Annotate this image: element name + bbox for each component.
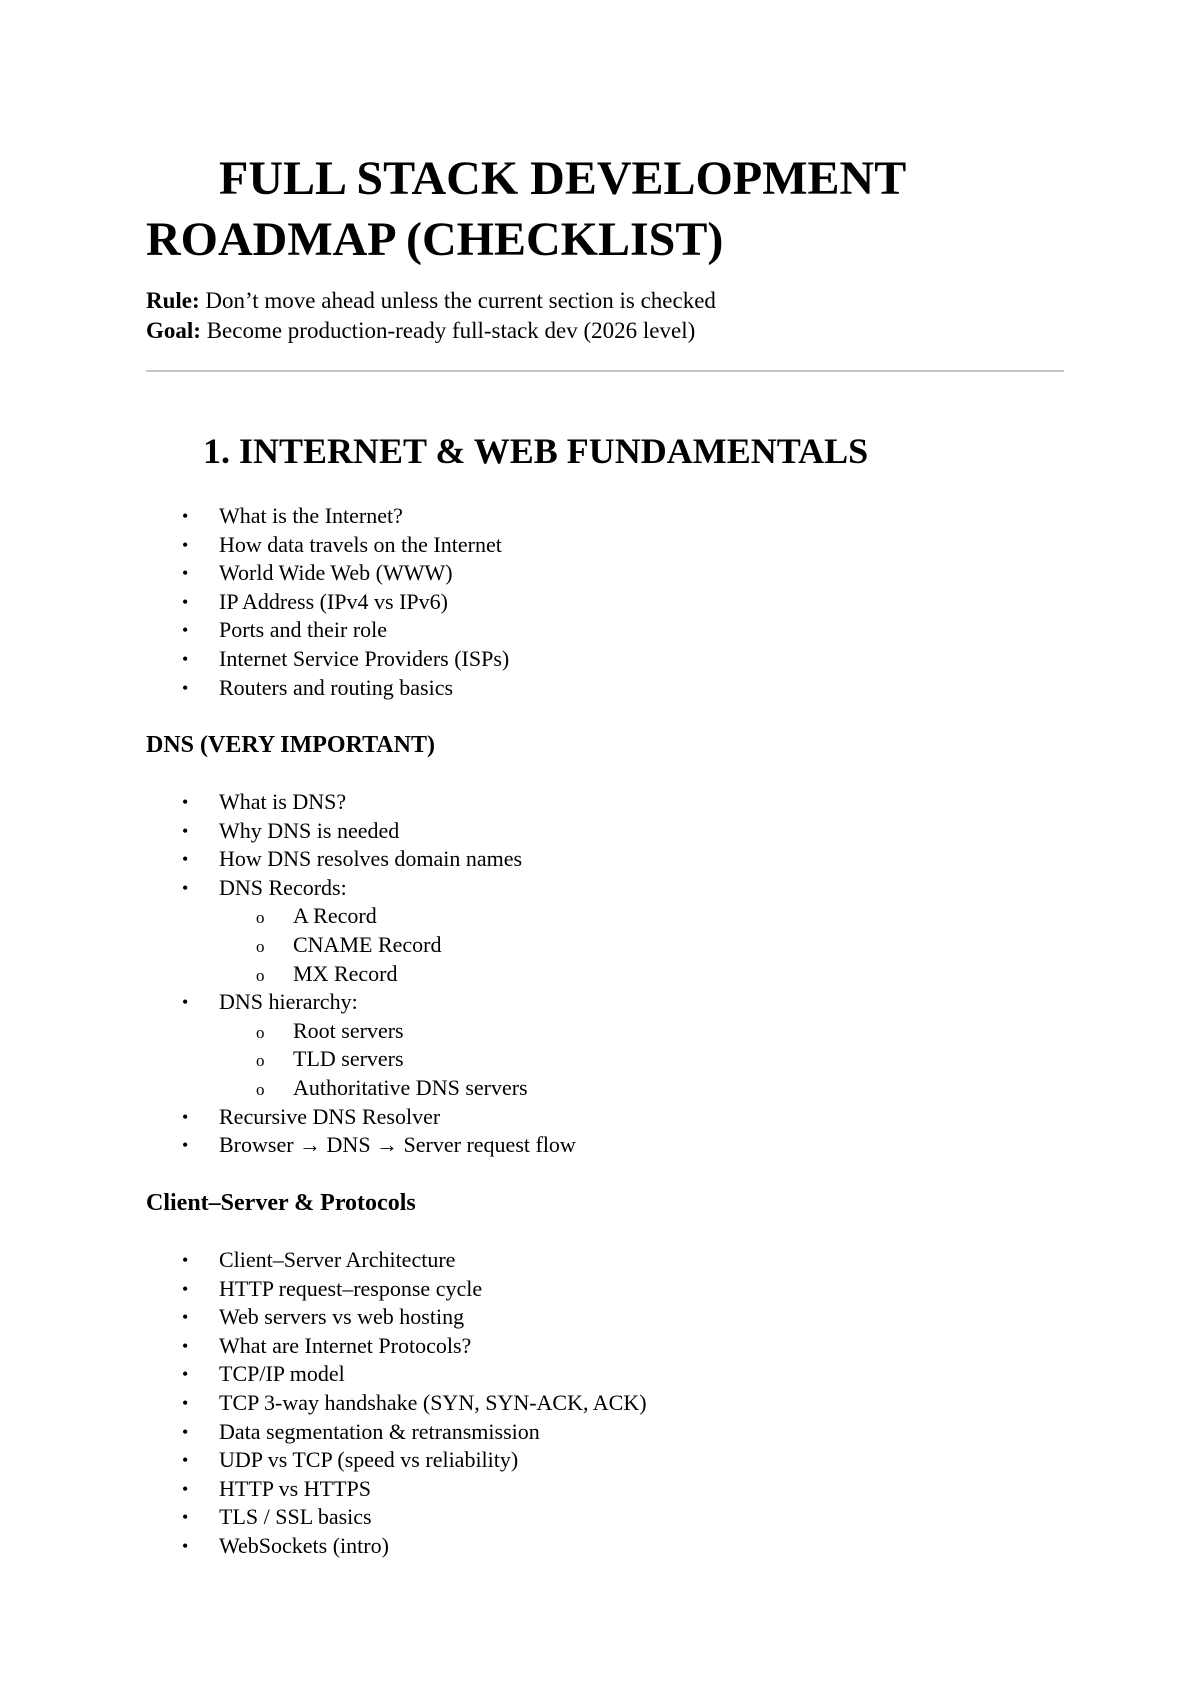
bullet-icon: • [182,591,189,612]
list-item-text: Authoritative DNS servers [293,1074,528,1100]
bullet-icon: • [182,506,189,526]
bullet-icon: • [182,1392,189,1413]
list-item-text: IP Address (IPv4 vs IPv6) [219,588,448,614]
bullet-icon: • [182,1364,189,1385]
list-item-text: Data segmentation & retransmission [219,1418,540,1444]
bullet-icon: • [182,620,189,641]
rule-label: Rule: [146,288,200,313]
bullet-icon: • [182,1421,189,1442]
bullet-icon: • [182,1135,189,1156]
list-item-text: Routers and routing basics [219,674,454,700]
list-item-text: Recursive DNS Resolver [219,1103,441,1129]
list-item-text: World Wide Web (WWW) [219,560,453,586]
bullet-icon: • [182,563,189,584]
bullet-icon: • [182,1278,189,1299]
list-item-text: Why DNS is needed [219,817,400,843]
section-1-heading: 1. INTERNET & WEB FUNDAMENTALS [203,431,869,471]
goal-text: Become production-ready full-stack dev (2026 level) [200,318,696,343]
dns-heading: DNS (VERY IMPORTANT) [146,732,435,758]
bullet-icon: • [182,677,189,698]
bullet-icon: • [182,1450,189,1471]
bullet-icon: • [182,648,189,669]
list-item-text: Root servers [293,1017,404,1043]
rule-line [146,286,716,316]
list-item-text: MX Record [293,960,398,986]
list-item-text: TLD servers [293,1046,404,1072]
circle-bullet-icon: o [256,965,265,985]
list-item-text: Client–Server Architecture [219,1247,456,1272]
circle-bullet-icon: o [256,908,265,928]
list-item-text: What is the Internet? [219,503,403,528]
rule-text: Don’t move ahead unless the current section is checked [199,288,716,313]
list-item-text: A Record [293,903,377,929]
bullet-icon: • [182,1106,189,1127]
circle-bullet-icon: o [256,936,265,956]
client-server-heading: Client–Server & Protocols [146,1190,416,1216]
document-title [146,148,1086,270]
list-item-text: TCP/IP model [219,1361,345,1387]
list-item-text: WebSockets (intro) [219,1532,389,1558]
bullet-icon: • [182,1507,189,1528]
list-item-text: How data travels on the Internet [219,531,502,557]
list-item-text: HTTP request–response cycle [219,1275,483,1301]
bullet-icon: • [182,1535,189,1556]
list-item-text: DNS hierarchy: [219,989,358,1015]
list-item-text: HTTP vs HTTPS [219,1475,371,1501]
bullet-icon: • [182,1250,189,1270]
bullet-icon: • [182,1478,189,1499]
list-item-text: Internet Service Providers (ISPs) [219,645,510,671]
list-item-text: How DNS resolves domain names [219,846,523,872]
list-item-text: What is DNS? [219,789,347,814]
bullet-icon: • [182,877,189,898]
list-item-text: Ports and their role [219,617,388,643]
bullet-icon: • [182,1307,189,1328]
circle-bullet-icon: o [256,1022,265,1042]
bullet-icon: • [182,849,189,870]
list-item-text: UDP vs TCP (speed vs reliability) [219,1447,519,1473]
list-item-text: Web servers vs web hosting [219,1304,465,1330]
bullet-icon: • [182,534,189,555]
goal-label: Goal: [146,318,201,343]
title-line-1: FULL STACK DEVELOPMENT [219,152,907,205]
circle-bullet-icon: o [256,1051,265,1071]
bullet-icon: • [182,992,189,1013]
list-item-text: What are Internet Protocols? [219,1332,472,1358]
title-line-2: ROADMAP (CHECKLIST) [146,213,724,266]
bullet-icon: • [182,820,189,841]
bullet-icon: • [182,1335,189,1356]
horizontal-divider [146,370,1064,372]
list-item-text: Browser → DNS → Server request flow [219,1132,576,1158]
list-item-text: DNS Records: [219,874,347,900]
bullet-icon: • [182,792,189,812]
list-item-text: CNAME Record [293,931,442,957]
list-item-text: TLS / SSL basics [219,1504,372,1530]
list-item-text: TCP 3-way handshake (SYN, SYN-ACK, ACK) [219,1389,647,1415]
circle-bullet-icon: o [256,1079,265,1099]
goal-line [146,316,716,346]
document-meta [146,286,716,346]
